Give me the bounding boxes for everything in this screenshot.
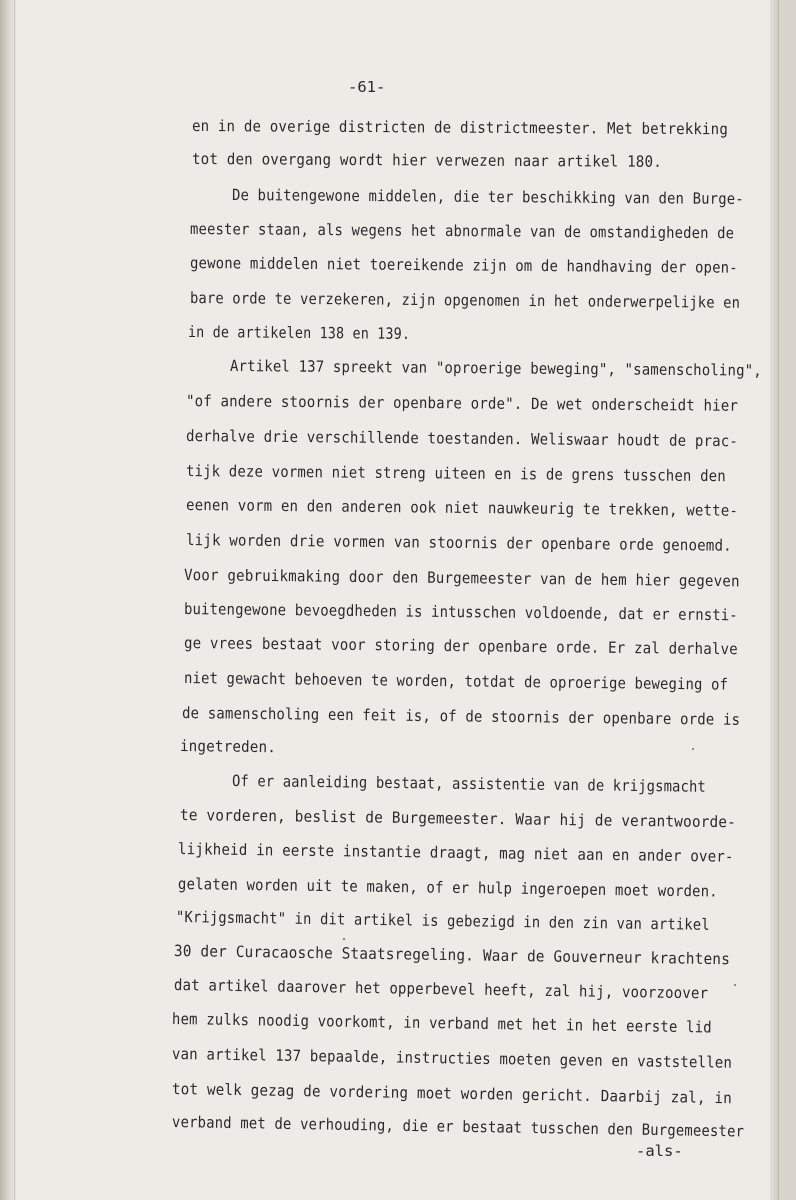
text-line: te vorderen, beslist de Burgemeester. Waar hij de verantwoorde- bbox=[179, 806, 737, 832]
text-line: ge vrees bestaat voor storing der openbare orde. Er zal derhalve bbox=[183, 634, 738, 659]
text-line: De buitengewone middelen, die ter beschikking van den Burge- bbox=[231, 186, 744, 209]
text-line: dat artikel daarover het opperbevel heeft, zal hij, voorzoover bbox=[173, 976, 709, 1003]
text-line: meester staan, als wegens het abnormale van de omstandigheden de bbox=[189, 220, 735, 243]
text-line: ingetreden. bbox=[179, 737, 277, 757]
page-margin-strip bbox=[778, 0, 796, 1200]
paper-speck bbox=[734, 984, 736, 986]
text-line: de samenscholing een feit is, of de stoornis der openbare orde is bbox=[181, 704, 741, 729]
text-line: "Krijgsmacht" in dit artikel is gebezigd in den zin van artikel bbox=[175, 908, 710, 934]
text-line: Of er aanleiding bestaat, assistentie van de krijgsmacht bbox=[231, 772, 707, 796]
text-line: Artikel 137 spreekt van "oproerige beweging", "samenscholing", bbox=[229, 357, 762, 380]
paper-speck bbox=[692, 748, 694, 750]
text-line: hem zulks noodig voorkomt, in verband met het in het eerste lid bbox=[171, 1010, 712, 1037]
text-line: niet gewacht behoeven te worden, totdat de oproerige beweging of bbox=[183, 669, 729, 694]
text-line: buitengewone bevoegdheden is intusschen voldoende, dat er ernsti- bbox=[183, 600, 738, 625]
paper-speck bbox=[343, 938, 345, 940]
text-line: "of andere stoornis der openbare orde". De wet onderscheidt hier bbox=[185, 392, 739, 415]
text-line: lijkheid in eerste instantie draagt, mag niet aan en ander over- bbox=[177, 840, 734, 866]
text-line: in de artikelen 138 en 139. bbox=[187, 323, 411, 343]
text-line: verband met de verhouding, die er bestaat tusschen den Burgemeester bbox=[171, 1113, 745, 1141]
text-line: gelaten worden uit te maken, of er hulp ingeroepen moet worden. bbox=[177, 875, 718, 901]
page-edge-shadow bbox=[770, 0, 778, 1200]
text-line: bare orde te verzekeren, zijn opgenomen in het onderwerpelijke en bbox=[189, 289, 741, 312]
text-line: tot den overgang wordt hier verwezen naar artikel 180. bbox=[191, 150, 662, 171]
text-line: lijk worden drie vormen van stoornis der openbare orde genoemd. bbox=[185, 531, 732, 555]
page-number: -61- bbox=[348, 78, 386, 96]
text-line: eenen vorm en den anderen ook niet nauwkeurig te trekken, wette- bbox=[185, 496, 739, 520]
text-line: tijk deze vormen niet streng uiteen en is de grens tusschen den bbox=[185, 462, 726, 486]
catchword: -als- bbox=[636, 1142, 683, 1160]
binding-edge bbox=[0, 0, 15, 1200]
text-line: gewone middelen niet toereikende zijn om de handhaving der open- bbox=[189, 254, 738, 277]
text-line: en in de overige districten de districtmeester. Met betrekking bbox=[191, 117, 729, 139]
text-line: Voor gebruikmaking door den Burgemeester van de hem hier gegeven bbox=[183, 566, 740, 591]
text-line: 30 der Curacaosche Staatsregeling. Waar de Gouverneur krachtens bbox=[173, 942, 731, 969]
text-line: van artikel 137 bepaalde, instructies moeten geven en vaststellen bbox=[171, 1045, 733, 1072]
text-line: derhalve drie verschillende toestanden. Weliswaar houdt de prac- bbox=[185, 427, 739, 451]
text-line: tot welk gezag de vordering moet worden gericht. Daarbij zal, in bbox=[171, 1080, 733, 1108]
